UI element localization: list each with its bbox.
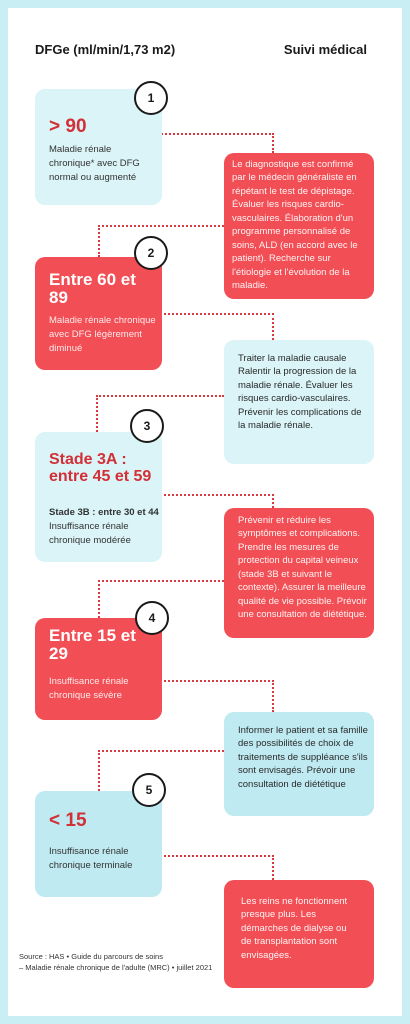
connector bbox=[164, 855, 274, 857]
connector bbox=[98, 225, 224, 227]
stage-1-description: Maladie rénale chronique* avec DFG normal ou augmenté bbox=[49, 144, 140, 183]
connector bbox=[272, 494, 274, 508]
stage-3-text: Insuffisance rénale chronique modérée bbox=[49, 520, 131, 546]
source-line-1: Source : HAS • Guide du parcours de soins bbox=[19, 952, 163, 961]
stage-2-number: 2 bbox=[134, 236, 168, 270]
follow-up-3-text: Prévenir et réduire les symptômes et complications. Prendre les mesures de protection du capital veineux (stade 3B et suivant le contexte). Assurer la meilleure qualité de vie possible. Prévoir une consultation de diététique. bbox=[238, 515, 367, 621]
dfge-header: DFGe (ml/min/1,73 m2) bbox=[35, 42, 176, 57]
connector bbox=[98, 580, 100, 618]
connector bbox=[272, 680, 274, 712]
connector bbox=[98, 580, 224, 582]
connector bbox=[96, 395, 98, 432]
connector bbox=[98, 750, 100, 791]
connector bbox=[164, 313, 274, 315]
connector bbox=[150, 133, 274, 135]
stage-1-number: 1 bbox=[134, 81, 168, 115]
source-line-2: – Maladie rénale chronique de l'adulte (MRC) • juillet 2021 bbox=[19, 963, 213, 972]
connector bbox=[272, 855, 274, 880]
stage-4-value: Entre 15 et 29 bbox=[49, 626, 136, 664]
stage-3b-label: Stade 3B : entre 30 et 44 bbox=[49, 507, 159, 518]
connector bbox=[164, 680, 274, 682]
connector bbox=[96, 395, 224, 397]
stage-4-description: Insuffisance rénale chronique sévère bbox=[49, 676, 129, 701]
stage-2-value: Entre 60 et 89 bbox=[49, 270, 136, 308]
stage-5-value: < 15 bbox=[49, 810, 87, 831]
connector bbox=[98, 225, 100, 257]
connector bbox=[272, 313, 274, 340]
connector bbox=[272, 133, 274, 153]
stage-5-card bbox=[35, 791, 162, 897]
stage-5-number: 5 bbox=[132, 773, 166, 807]
stage-1-value: > 90 bbox=[49, 116, 87, 137]
stage-3-value: Stade 3A : entre 45 et 59 bbox=[49, 451, 152, 486]
stage-3-description bbox=[49, 506, 159, 547]
follow-up-4-text: Informer le patient et sa famille des possibilités de choix de traitements de suppléance s'ils sont envisagés. Prévoir une consultation de diététique bbox=[238, 725, 368, 790]
stage-3-number: 3 bbox=[130, 409, 164, 443]
suivi-header: Suivi médical bbox=[283, 42, 367, 57]
connector bbox=[164, 494, 274, 496]
connector bbox=[98, 750, 224, 752]
stage-4-number: 4 bbox=[135, 601, 169, 635]
stage-2-description: Maladie rénale chronique avec DFG légèrement diminué bbox=[49, 315, 156, 354]
stage-5-description: Insuffisance rénale chronique terminale bbox=[49, 846, 133, 871]
follow-up-1-text: Le diagnostique est confirmé par le médecin généraliste en répétant le test de dépistage. Évaluer les risques cardio-vasculaires. Élaboration d'un programme personnalisé de soins, ALD (en accord avec le patient). Recherche sur l'étiologie et l'évolution de la maladie. bbox=[232, 159, 358, 292]
follow-up-2-text: Traiter la maladie causale Ralentir la progression de la maladie rénale. Évaluer les risques cardio-vasculaires. Prévenir les complications de la maladie rénale. bbox=[238, 353, 362, 432]
follow-up-5-text: Les reins ne fonctionnent presque plus. Les démarches de dialyse ou de transplantation sont envisagées. bbox=[241, 896, 348, 961]
